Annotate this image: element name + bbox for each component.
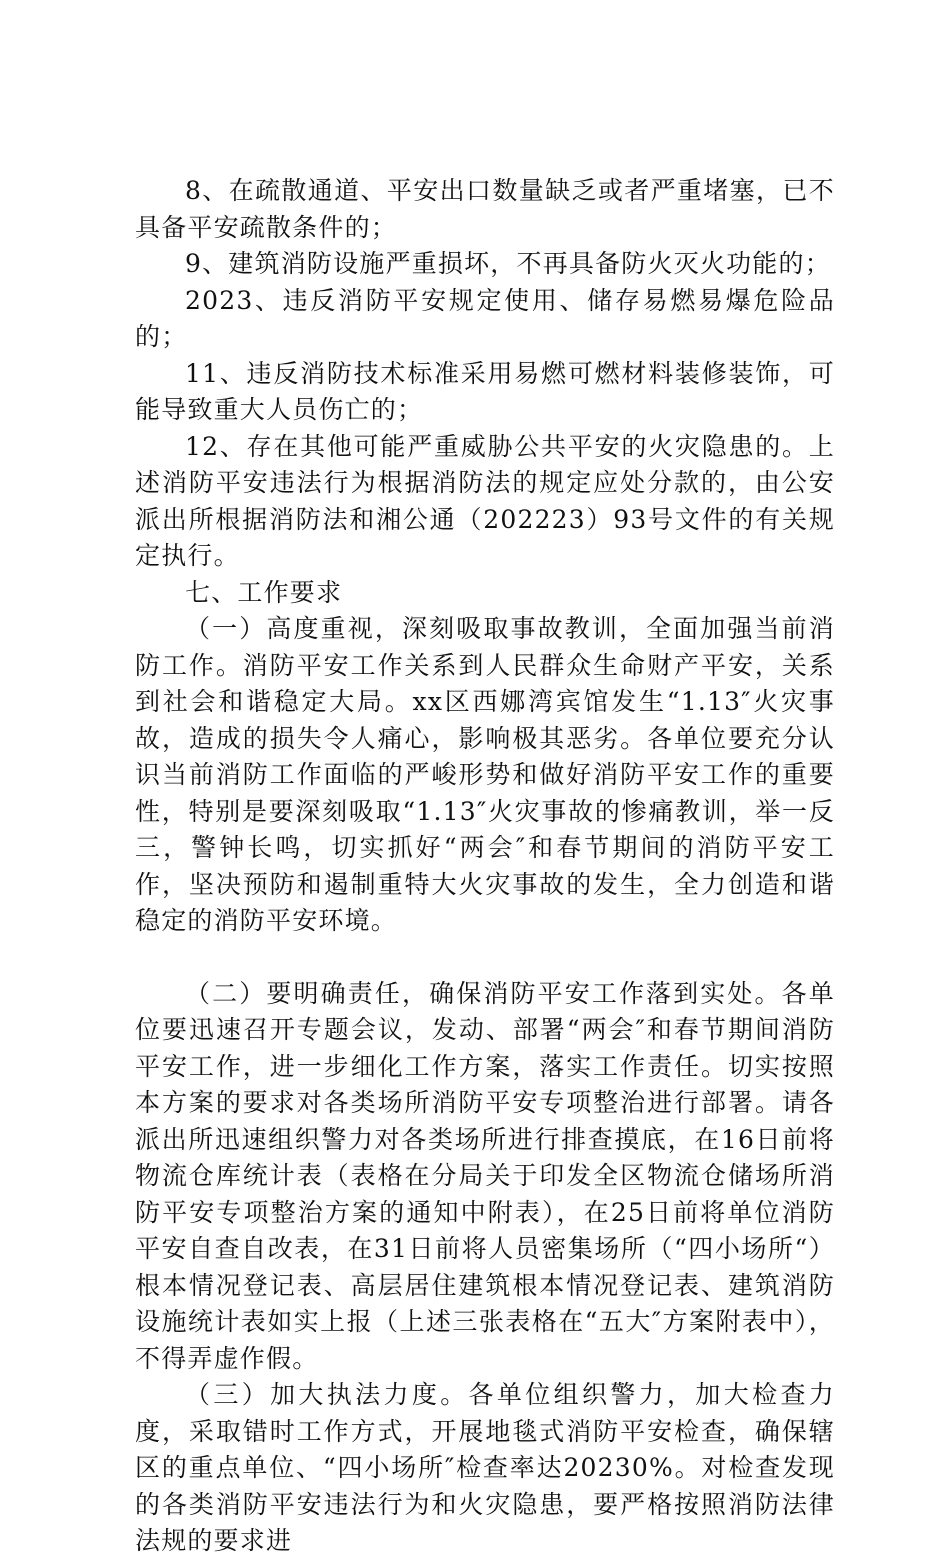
section-heading-work-requirements: 七、工作要求 xyxy=(185,577,343,607)
paragraph-requirement-1: （一）高度重视，深刻吸取事故教训，全面加强当前消防工作。消防平安工作关系到人民群众生命财产平安，关系到社会和谐稳定大局。xx区西娜湾宾馆发生“1.13″火灾事故，造成的损失令人痛心，影响极其恶劣。各单位要充分认识当前消防工作面临的严峻形势和做好消防平安工作的重要性，特别是要深刻吸取“1.13″火灾事故的惨痛教训，举一反三，警钟长鸣，切实抓好“两会″和春节期间的消防平安工作，坚决预防和遏制重特大火灾事故的发生，全力创造和谐稳定的消防平安环境。 xyxy=(135,614,835,935)
paragraph-requirement-2: （二）要明确责任，确保消防平安工作落到实处。各单位要迅速召开专题会议，发动、部署“两会″和春节期间消防平安工作，进一步细化工作方案，落实工作责任。切实按照本方案的要求对各类场所消防平安专项整治进行部署。请各派出所迅速组织警力对各类场所进行排查摸底，在16日前将物流仓库统计表（表格在分局关于印发全区物流仓储场所消防平安专项整治方案的通知中附表），在25日前将单位消防平安自查自改表，在31日前将人员密集场所（“四小场所“）根本情况登记表、高层居住建筑根本情况登记表、建筑消防设施统计表如实上报（上述三张表格在“五大″方案附表中），不得弄虚作假。 xyxy=(135,978,835,1373)
paragraph-gap xyxy=(135,940,835,976)
paragraph-requirement-3: （三）加大执法力度。各单位组织警力，加大检查力度，采取错时工作方式，开展地毯式消防平安检查，确保辖区的重点单位、“四小场所″检查率达20230%。对检查发现的各类消防平安违法行为和火灾隐患，要严格按照消防法律法规的要求进 xyxy=(135,1380,835,1555)
document-body xyxy=(135,173,835,1560)
paragraph-item-12: 12、存在其他可能严重威胁公共平安的火灾隐患的。上述消防平安违法行为根据消防法的规定应处分款的，由公安派出所根据消防法和湘公通（202223）93号文件的有关规定执行。 xyxy=(135,431,835,570)
paragraph-item-8: 8、在疏散通道、平安出口数量缺乏或者严重堵塞，已不具备平安疏散条件的； xyxy=(135,176,835,242)
paragraph-item-10: 2023、违反消防平安规定使用、储存易燃易爆危险品的； xyxy=(135,285,835,351)
paragraph-item-11: 11、违反消防技术标准采用易燃可燃材料装修装饰，可能导致重大人员伤亡的； xyxy=(135,358,835,424)
paragraph-item-9: 9、建筑消防设施严重损坏，不再具备防火灭火功能的； xyxy=(185,249,831,278)
